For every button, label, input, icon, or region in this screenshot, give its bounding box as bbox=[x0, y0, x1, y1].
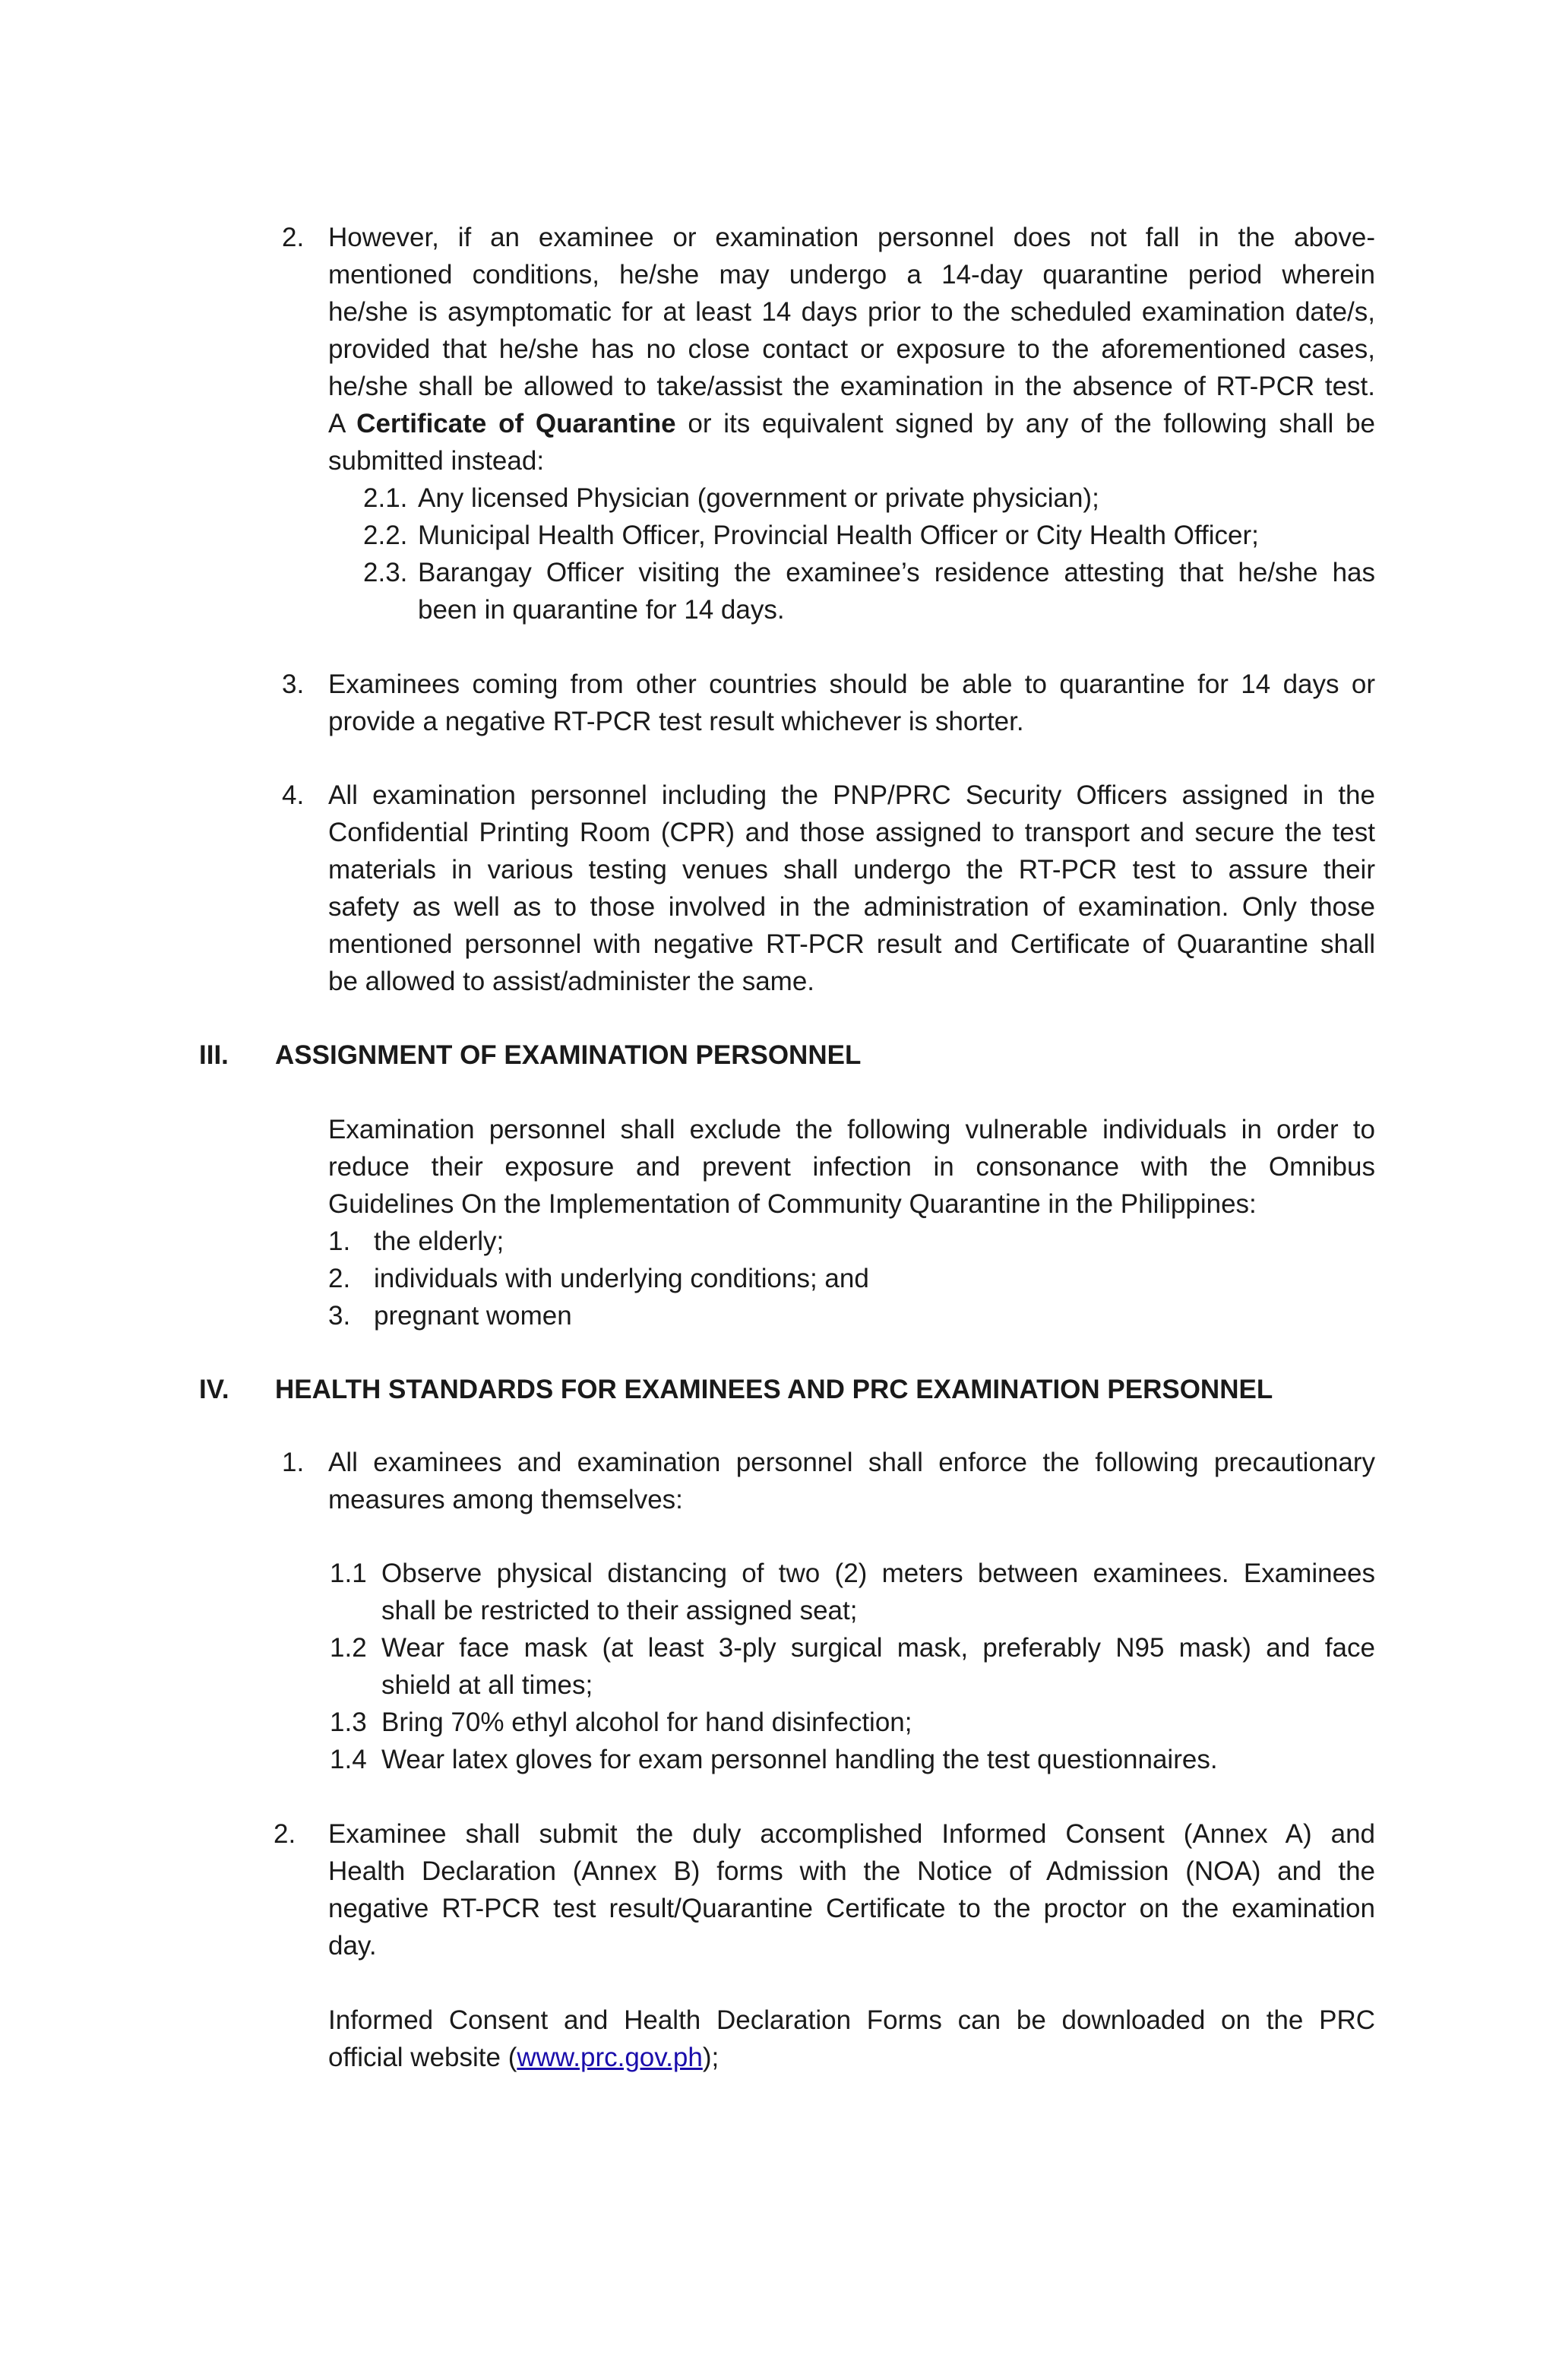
item-2-line-1: However, if an examinee or examination personnel does not fall in the above- bbox=[328, 223, 1375, 252]
subitem-1-4-text: Wear latex gloves for exam personnel handling the test questionnaires. bbox=[381, 1745, 1218, 1774]
forms-download-post: ); bbox=[702, 2043, 719, 2072]
section-4-item-1-line-2: measures among themselves: bbox=[328, 1485, 683, 1514]
section-3-title: ASSIGNMENT OF EXAMINATION PERSONNEL bbox=[275, 1040, 862, 1070]
section-4-item-2-line-1: Examinee shall submit the duly accomplished Informed Consent (Annex A) and bbox=[328, 1819, 1375, 1849]
item-2-line-7: submitted instead: bbox=[328, 446, 545, 476]
section-3-list-1-number: 1. bbox=[328, 1226, 351, 1256]
item-4-line-5: mentioned personnel with negative RT-PCR result and Certificate of Quarantine shall bbox=[328, 929, 1375, 959]
section-4-item-2-line-3: negative RT-PCR test result/Quarantine Certificate to the proctor on the examination bbox=[328, 1894, 1375, 1923]
section-4-title: HEALTH STANDARDS FOR EXAMINEES AND PRC EXAMINATION PERSONNEL bbox=[275, 1375, 1273, 1404]
subitem-2-3-line-2: been in quarantine for 14 days. bbox=[418, 595, 785, 625]
certificate-of-quarantine-term: Certificate of Quarantine bbox=[356, 409, 676, 438]
item-3-line-2: provide a negative RT-PCR test result whichever is shorter. bbox=[328, 707, 1024, 736]
subitem-1-1-line-1: Observe physical distancing of two (2) meters between examinees. Examinees bbox=[381, 1559, 1375, 1588]
section-3-paragraph bbox=[328, 1111, 1375, 1223]
section-4-item-1-line-1: All examinees and examination personnel shall enforce the following precautionary bbox=[328, 1448, 1375, 1477]
item-2-line-6-pre: A bbox=[328, 409, 357, 438]
item-3-text bbox=[328, 666, 1375, 740]
section-3-line-2: reduce their exposure and prevent infection in consonance with the Omnibus bbox=[328, 1152, 1375, 1182]
section-4-numeral: IV. bbox=[199, 1375, 229, 1404]
subitem-2-2-text: Municipal Health Officer, Provincial Health Officer or City Health Officer; bbox=[418, 521, 1259, 550]
item-2-line-3: he/she is asymptomatic for at least 14 days prior to the scheduled examination date/s, bbox=[328, 297, 1375, 327]
section-3-list-3-text: pregnant women bbox=[374, 1301, 572, 1331]
subitem-1-2-number: 1.2 bbox=[330, 1633, 367, 1663]
item-3-line-1: Examinees coming from other countries should be able to quarantine for 14 days or bbox=[328, 669, 1375, 699]
subitem-1-4-number: 1.4 bbox=[330, 1745, 367, 1774]
item-2-line-5: he/she shall be allowed to take/assist the examination in the absence of RT-PCR test. bbox=[328, 372, 1375, 401]
section-3-list-3-number: 3. bbox=[328, 1301, 351, 1331]
subitem-1-1-line-2: shall be restricted to their assigned seat; bbox=[381, 1596, 858, 1625]
item-2-text bbox=[328, 219, 1375, 479]
item-4-line-2: Confidential Printing Room (CPR) and those assigned to transport and secure the test bbox=[328, 818, 1375, 847]
subitem-2-1-text: Any licensed Physician (government or private physician); bbox=[418, 483, 1099, 513]
section-3-line-3: Guidelines On the Implementation of Community Quarantine in the Philippines: bbox=[328, 1189, 1257, 1219]
section-4-item-2-line-2: Health Declaration (Annex B) forms with the Notice of Admission (NOA) and the bbox=[328, 1856, 1375, 1886]
item-3-number: 3. bbox=[282, 669, 305, 699]
forms-download-note bbox=[328, 2002, 1375, 2076]
subitem-1-3-text: Bring 70% ethyl alcohol for hand disinfection; bbox=[381, 1707, 912, 1737]
subitem-1-2-line-1: Wear face mask (at least 3-ply surgical mask, preferably N95 mask) and face bbox=[381, 1633, 1375, 1663]
item-2-number: 2. bbox=[282, 223, 305, 252]
subitem-2-3-line-1: Barangay Officer visiting the examinee’s residence attesting that he/she has bbox=[418, 558, 1375, 587]
item-2-line-4: provided that he/she has no close contact or exposure to the aforementioned cases, bbox=[328, 334, 1375, 364]
subitem-1-3-number: 1.3 bbox=[330, 1707, 367, 1737]
section-4-item-2-line-4: day. bbox=[328, 1931, 377, 1961]
item-2-line-6-post: or its equivalent signed by any of the following shall be bbox=[675, 409, 1376, 438]
subitem-1-1-text bbox=[381, 1555, 1375, 1629]
subitem-2-3-number: 2.3. bbox=[363, 558, 408, 587]
forms-download-pre: official website ( bbox=[328, 2043, 517, 2072]
section-4-item-2-text bbox=[328, 1815, 1375, 1964]
item-4-line-6: be allowed to assist/administer the same. bbox=[328, 967, 815, 996]
item-4-line-4: safety as well as to those involved in the administration of examination. Only those bbox=[328, 892, 1375, 922]
subitem-1-2-text bbox=[381, 1629, 1375, 1704]
subitem-1-2-line-2: shield at all times; bbox=[381, 1670, 593, 1700]
section-4-item-1-number: 1. bbox=[282, 1448, 305, 1477]
item-4-line-1: All examination personnel including the PNP/PRC Security Officers assigned in the bbox=[328, 780, 1375, 810]
section-3-numeral: III. bbox=[199, 1040, 229, 1070]
prc-website-link[interactable]: www.prc.gov.ph bbox=[517, 2043, 703, 2072]
forms-download-line-1: Informed Consent and Health Declaration Forms can be downloaded on the PRC bbox=[328, 2005, 1375, 2035]
item-2-line-2: mentioned conditions, he/she may undergo a 14-day quarantine period wherein bbox=[328, 260, 1375, 290]
section-3-list-2-number: 2. bbox=[328, 1264, 351, 1293]
subitem-2-3-text bbox=[418, 554, 1375, 628]
subitem-2-1-number: 2.1. bbox=[363, 483, 408, 513]
section-3-line-1: Examination personnel shall exclude the following vulnerable individuals in order to bbox=[328, 1115, 1375, 1144]
section-3-list-2-text: individuals with underlying conditions; and bbox=[374, 1264, 869, 1293]
item-4-text bbox=[328, 777, 1375, 1000]
forms-download-line-2 bbox=[328, 2039, 1375, 2076]
section-3-list-1-text: the elderly; bbox=[374, 1226, 504, 1256]
subitem-2-2-number: 2.2. bbox=[363, 521, 408, 550]
item-4-line-3: materials in various testing venues shall undergo the RT-PCR test to assure their bbox=[328, 855, 1375, 885]
item-2-line-6 bbox=[328, 405, 1375, 442]
item-4-number: 4. bbox=[282, 780, 305, 810]
subitem-1-1-number: 1.1 bbox=[330, 1559, 367, 1588]
section-4-item-2-number: 2. bbox=[274, 1819, 296, 1849]
section-4-item-1-text bbox=[328, 1444, 1375, 1518]
